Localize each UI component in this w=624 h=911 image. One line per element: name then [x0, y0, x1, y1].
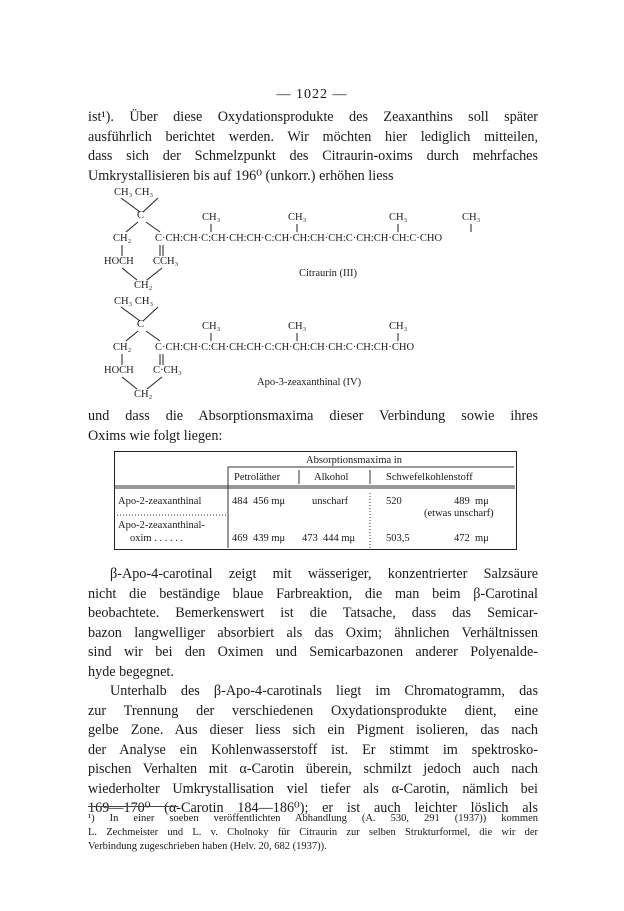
text-line: zur Trennung der verschiedenen Oxydationsprodukte dient, eine: [88, 702, 538, 719]
formula-iii-ring-c: C: [137, 210, 145, 221]
formula-iv-methyl: CH₃: [389, 321, 408, 332]
table-cell: Apo-2-zeaxanthinal-: [118, 520, 205, 531]
text-line: wiederholter Umkrystallisation viel tiefer als α-Carotin, nämlich bei: [88, 780, 538, 797]
body-paragraph-1: [88, 565, 538, 682]
formula-iii-label: Citraurin (III): [299, 268, 358, 279]
text-line: hyde begegnet.: [88, 663, 174, 680]
formula-iv-hoch: HOCH: [104, 365, 134, 376]
footnote-line: ¹) In einer soeben veröffentlichten Abhandlung (A. 530, 291 (1937)) kommen: [88, 813, 538, 824]
formula-iii-ring-ch2: CH₂: [113, 233, 132, 244]
text-line: und dass die Absorptionsmaxima dieser Verbindung sowie ihres: [88, 408, 538, 424]
formula-iii-hoch: HOCH: [104, 256, 134, 267]
footnote-line: Verbindung zugeschrieben haben (Helv. 20, 682 (1937)).: [88, 841, 327, 852]
formula-iii-ring-ch2-bottom: CH₂: [134, 280, 153, 291]
formula-iv-ring-top: CH₃ CH₃: [114, 296, 154, 307]
text-line: bazon langwelliger absorbiert als das Oxim; ähnlichen Verhältnissen: [88, 624, 538, 641]
body-paragraph-2: [88, 682, 538, 819]
text-line: der Analyse ein Kohlenwasserstoff ist. Er stimmt im spektrosko-: [88, 741, 538, 758]
table-col-header: Schwefelkohlenstoff: [386, 472, 473, 483]
formula-iv-methyl: CH₃: [202, 321, 221, 332]
text-line: ist¹). Über diese Oxydationsprodukte des Zeaxanthins soll später: [88, 109, 538, 125]
text-line: pischen Verhalten mit α-Carotin überein, schmilzt jedoch auch nach: [88, 761, 538, 777]
table-cell: 484 456 mμ: [232, 496, 286, 507]
table-cell: 520: [386, 496, 402, 507]
table-cell: 503,5: [386, 533, 410, 544]
formula-iii-methyl: CH₃: [288, 212, 307, 223]
table-cell: 489 mμ: [454, 496, 489, 507]
text-line: Unterhalb des β-Apo-4-carotinals liegt im Chromatogramm, das: [110, 683, 538, 699]
formula-iv-label: Apo-3-zeaxanthinal (IV): [257, 377, 362, 388]
text-line: β-Apo-4-carotinal zeigt mit wässeriger, konzentrierter Salzsäure: [110, 566, 538, 582]
table-col-header: Petroläther: [234, 472, 281, 483]
footnote-rule: [88, 806, 178, 807]
text-line: dass sich der Schmelzpunkt des Citraurin-oxims durch mehrfaches: [88, 148, 538, 164]
table-cell: 473 444 mμ: [302, 533, 356, 544]
footnote-line: L. Zechmeister und L. v. Cholnoky für Citraurin zur selben Strukturformel, die wir der: [88, 827, 538, 838]
formula-iii-chain: C·CH:CH·C:CH·CH:CH·C:CH·CH:CH·CH:C·CH:CH·CH:C·CHO: [155, 233, 443, 244]
text-line: gelbe Zone. Aus dieser liess sich ein Pigment isolieren, das nach: [88, 722, 538, 738]
footnote: [88, 812, 538, 854]
formula-iii-methyl: CH₃: [202, 212, 221, 223]
page-number: — 1022 —: [276, 87, 348, 102]
table-cell: 472 mμ: [454, 533, 489, 544]
formula-iii-methyl: CH₃: [462, 212, 481, 223]
text-line: sind wir bei den Oximen und Semicarbazonen anderer Polyenalde-: [88, 644, 538, 660]
text-line: beobachtete. Bemerkenswert ist die Tatsache, dass das Semicar-: [88, 605, 538, 621]
table-group-header: Absorptionsmaxima in: [306, 455, 402, 466]
table-cell: unscharf: [312, 496, 349, 507]
table-cell: (etwas unscharf): [424, 508, 494, 519]
text-line: Umkrystallisieren bis auf 196⁰ (unkorr.) erhöhen liess: [88, 167, 394, 184]
formula-iii-ring-top: CH₃ CH₃: [114, 187, 154, 198]
formula-iv-ring-ch2: CH₂: [113, 342, 132, 353]
table-cell: oxim . . . . . .: [130, 533, 184, 544]
formula-iv-ring-c: C: [137, 319, 145, 330]
table-cell: Apo-2-zeaxanthinal: [118, 496, 202, 507]
text-line: Oxims wie folgt liegen:: [88, 427, 223, 444]
formula-iv-chain: C·CH:CH·C:CH·CH:CH·C:CH·CH:CH·CH:C·CH:CH·CHO: [155, 342, 415, 353]
formula-iv-cch3: C·CH₃: [153, 365, 182, 376]
text-line: nicht die beständige blaue Farbreaktion, die man beim β-Carotinal: [88, 585, 538, 602]
formula-iv-ring-ch2-bottom: CH₂: [134, 389, 153, 400]
text-line: 169—170⁰ (α-Carotin 184—186⁰); er ist auch leichter löslich als: [88, 800, 538, 816]
formula-iii-methyl: CH₃: [389, 212, 408, 223]
formula-iv-methyl: CH₃: [288, 321, 307, 332]
text-line: ausführlich berichtet werden. Wir möchten hier lediglich mitteilen,: [88, 128, 538, 145]
table-cell: 469 439 mμ: [232, 533, 286, 544]
table-col-header: Alkohol: [314, 472, 349, 483]
formula-iii-cch3: CCH₃: [153, 256, 179, 267]
